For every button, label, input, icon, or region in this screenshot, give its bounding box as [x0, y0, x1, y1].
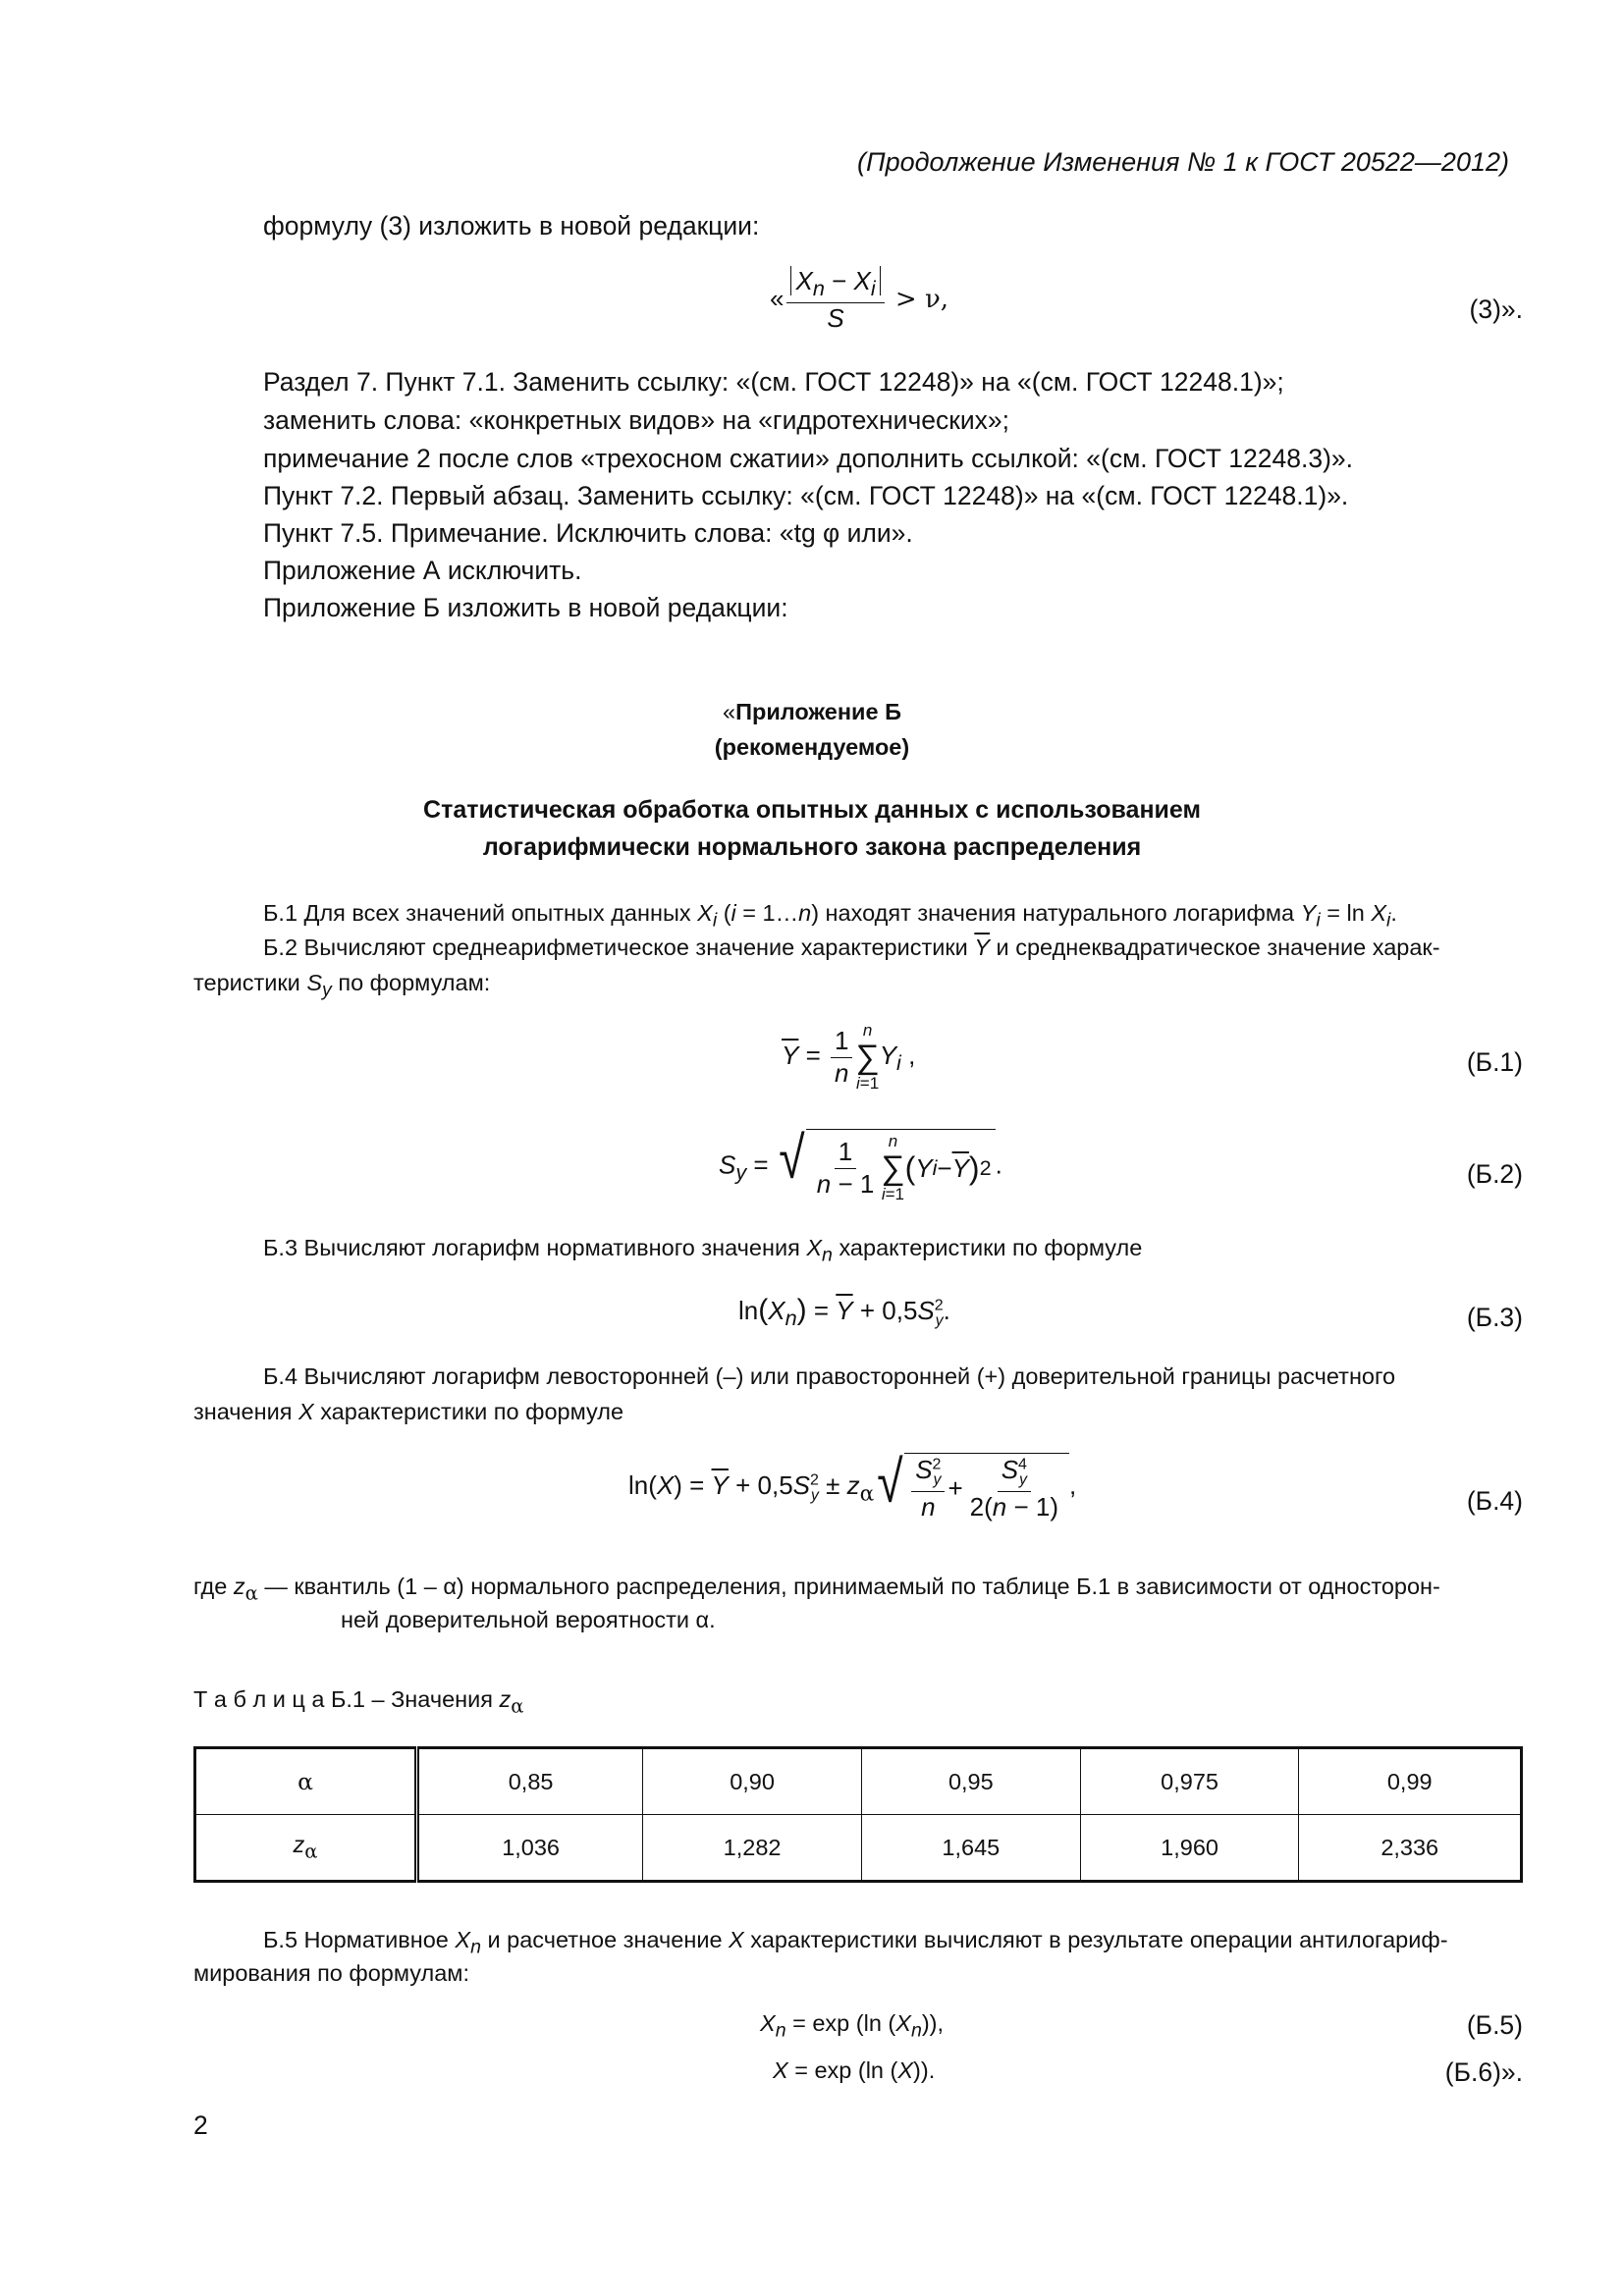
- change-line-1: Раздел 7. Пункт 7.1. Заменить ссылку: «(см. ГОСТ 12248)» на «(см. ГОСТ 12248.1)»;: [263, 367, 1284, 397]
- formula-3: « $\frac{X_n - X_i}{S}$ > ν,: [770, 266, 949, 334]
- formula-b1: $\overline{Y}$ = $\frac{1}{n}$ n ∑ i=1 $Y_i$ ,: [782, 1021, 916, 1093]
- appendix-heading-1: Статистическая обработка опытных данных с использованием: [423, 796, 1201, 824]
- where-line2: ней доверительной вероятности α.: [341, 1607, 716, 1632]
- formula-3-label: (3)».: [1469, 294, 1523, 324]
- formula-b1-label: (Б.1): [1466, 1047, 1523, 1077]
- table-caption: Т а б л и ц а Б.1 – Значения $z_\alpha$: [193, 1686, 524, 1718]
- formula-b4-label: (Б.4): [1466, 1486, 1523, 1516]
- page-number: 2: [193, 2110, 208, 2140]
- values-table: [193, 1746, 1523, 1883]
- table-cell: 2,336: [1299, 1815, 1522, 1882]
- formula-b2: $S_y$ = √ $\frac{1}{n - 1}$ n ∑ i=1 ( Y i − $\overline{Y}$ ) 2 .: [719, 1125, 1002, 1203]
- table-row-head-alpha: α: [195, 1748, 417, 1815]
- table-cell: 1,645: [861, 1815, 1080, 1882]
- change-line-5: Пункт 7.5. Примечание. Исключить слова: «tg φ или».: [263, 518, 913, 548]
- formula-b2-label: (Б.2): [1466, 1159, 1523, 1189]
- table-cell: 0,90: [643, 1748, 862, 1815]
- change-line-3: примечание 2 после слов «трехосном сжатии» дополнить ссылкой: «(см. ГОСТ 12248.3)».: [263, 444, 1354, 473]
- paragraph-b5-line2: мирования по формулам:: [193, 1960, 469, 1986]
- table-cell: 1,282: [643, 1815, 862, 1882]
- formula-b6: X = exp (ln (X)).: [773, 2057, 936, 2083]
- table-cell: 0,95: [861, 1748, 1080, 1815]
- table-row: [195, 1748, 1522, 1815]
- change-line-6: Приложение А исключить.: [263, 556, 582, 585]
- paragraph-b4-line2: значения X характеристики по формуле: [193, 1399, 624, 1424]
- intro-text: формулу (3) изложить в новой редакции:: [263, 211, 760, 240]
- page-header: (Продолжение Изменения № 1 к ГОСТ 20522—2012): [857, 147, 1509, 177]
- paragraph-b2-line1: Б.2 Вычисляют среднеарифметическое значение характеристики $\overline{Y}$ и среднеквадратическое значение харак-: [263, 934, 1440, 960]
- table-cell: 0,99: [1299, 1748, 1522, 1815]
- change-line-2: заменить слова: «конкретных видов» на «гидротехнических»;: [263, 405, 1009, 435]
- formula-b5-label: (Б.5): [1466, 2010, 1523, 2040]
- paragraph-b5-line1: Б.5 Нормативное $X_n$ и расчетное значение X характеристики вычисляют в результате операции антилогариф-: [263, 1927, 1448, 1958]
- table-cell: 1,960: [1080, 1815, 1299, 1882]
- formula-b3: $\ln(X_n) = \overline{Y} + 0,5S^2_y$.: [738, 1294, 950, 1331]
- paragraph-b4-line1: Б.4 Вычисляют логарифм левосторонней (–) или правосторонней (+) доверительной границы расчетного: [263, 1363, 1396, 1389]
- formula-b5: $X_n = \exp (\ln$ $(X_n)$),: [760, 2010, 945, 2042]
- paragraph-b1: Б.1 Для всех значений опытных данных $X_i$ (i = 1…n) находят значения натурального логарифма $Y_i = \ln X_i$.: [263, 900, 1397, 932]
- table-cell: 0,85: [417, 1748, 643, 1815]
- formula-b3-label: (Б.3): [1466, 1303, 1523, 1332]
- table-cell: 0,975: [1080, 1748, 1299, 1815]
- paragraph-b2-line2: теристики $S_y$ по формулам:: [193, 970, 491, 1001]
- table-row: [195, 1815, 1522, 1882]
- appendix-type: (рекомендуемое): [714, 734, 910, 760]
- change-line-7: Приложение Б изложить в новой редакции:: [263, 593, 788, 622]
- formula-b4: $\ln(X) = \overline{Y} + 0,5S^2_y \pm z_\alpha$ √ $\frac{S^2_y}{n}$ + $\frac{S^4_y}{2(n - 1)}$ ,: [628, 1449, 1077, 1522]
- appendix-heading-2: логарифмически нормального закона распределения: [482, 833, 1142, 861]
- where-line1: где $z_\alpha$ — квантиль (1 – α) нормального распределения, принимаемый по таблице Б.1 в зависимости от односторон-: [193, 1574, 1440, 1605]
- change-line-4: Пункт 7.2. Первый абзац. Заменить ссылку: «(см. ГОСТ 12248)» на «(см. ГОСТ 12248.1)».: [263, 481, 1349, 510]
- appendix-title: «Приложение Б: [723, 699, 901, 724]
- paragraph-b3: Б.3 Вычисляют логарифм нормативного значения $X_n$ характеристики по формуле: [263, 1235, 1143, 1266]
- formula-b6-label: (Б.6)».: [1444, 2057, 1523, 2087]
- table-row-head-z: $z_\alpha$: [195, 1815, 417, 1882]
- table-cell: 1,036: [417, 1815, 643, 1882]
